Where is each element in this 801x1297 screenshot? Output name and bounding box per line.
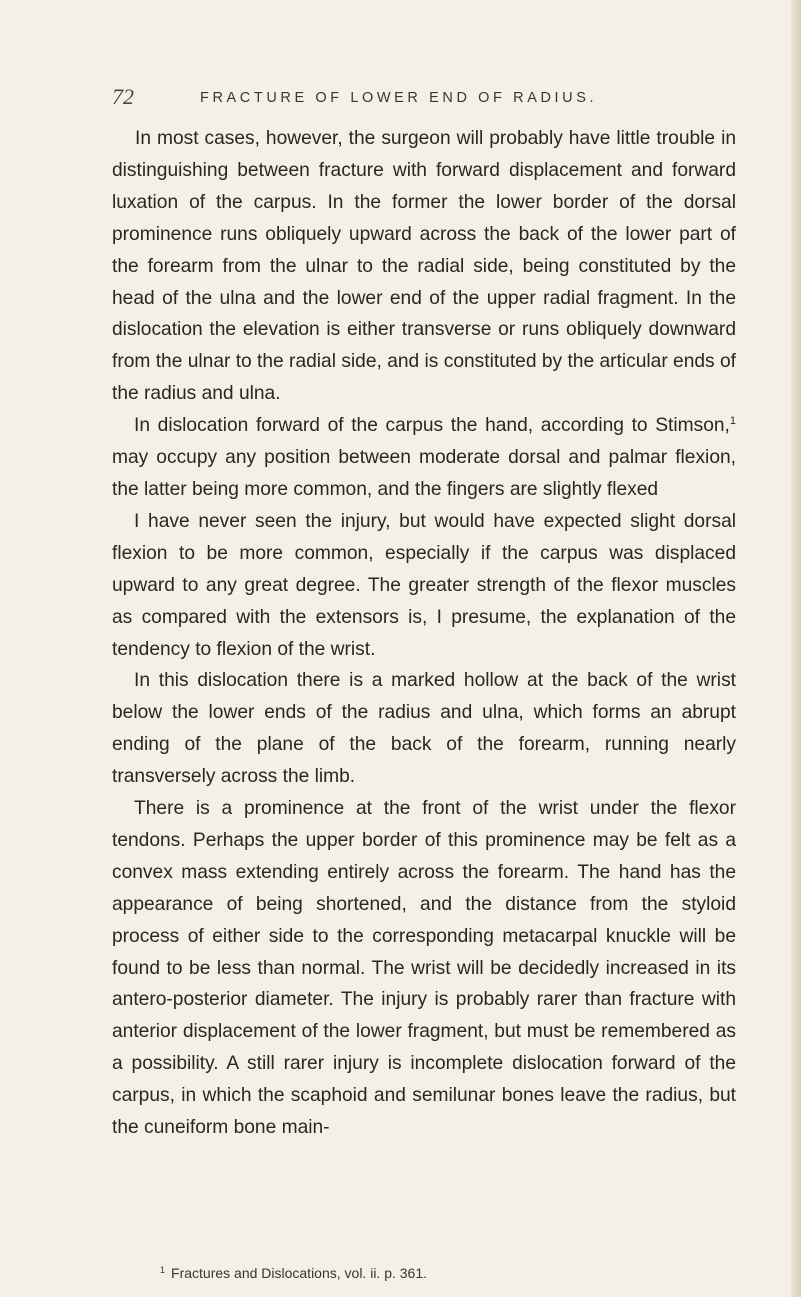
paragraph-5: There is a prominence at the front of the wrist under the flexor tendons. Perhaps the upper border of this prominence may be felt as a convex mass extending entirely across the forearm. The hand has the appearance of being shortened, and the distance from the styloid process of either side to the corresponding metacarpal knuckle will be found to be less than normal. The wrist will be decidedly increased in its antero-posterior diameter. The injury is probably rarer than fracture with anterior displacement of the lower fragment, but must be remembered as a possibility. A still rarer injury is incomplete dislocation forward of the carpus, in which the scaphoid and semilunar bones leave the radius, but the cuneiform bone main- — [112, 798, 736, 1139]
paragraph-2-text-after: may occupy any position between moderate dorsal and palmar flexion, the latter being more common, and the fingers are slightly flexed — [112, 447, 736, 500]
page-edge-shadow — [791, 0, 801, 1297]
footnote-marker: 1 — [160, 1265, 166, 1275]
footnote — [160, 1265, 736, 1281]
running-title: FRACTURE OF LOWER END OF RADIUS. — [200, 90, 598, 106]
footnote-text: Fractures and Dislocations, vol. ii. p. 361. — [171, 1265, 428, 1281]
paragraph-1: In most cases, however, the surgeon will probably have little trouble in distinguishing between fracture with forward displacement and forward luxation of the carpus. In the former the lower border of the dorsal prominence runs obliquely upward across the back of the lower part of the forearm from the ulnar to the radial side, being constituted by the head of the ulna and the lower end of the upper radial fragment. In the dislocation the elevation is either transverse or runs obliquely downward from the ulnar to the radial side, and is constituted by the articular ends of the radius and ulna. — [112, 128, 736, 405]
paragraph-2-text-before: In dislocation forward of the carpus the hand, according to Stimson, — [134, 415, 730, 437]
paragraph-4: In this dislocation there is a marked hollow at the back of the wrist below the lower ends of the radius and ulna, which forms an abrupt ending of the plane of the back of the forearm, running nearly transversely across the limb. — [112, 670, 736, 788]
running-head — [112, 84, 732, 114]
paragraph-2 — [112, 410, 736, 506]
body-text — [112, 123, 736, 1144]
page-number: 72 — [112, 84, 134, 109]
paragraph-3: I have never seen the injury, but would have expected slight dorsal flexion to be more common, especially if the carpus was displaced upward to any great degree. The greater strength of the flexor muscles as compared with the extensors is, I presume, the explanation of the tendency to flexion of the wrist. — [112, 510, 736, 660]
footnote-reference: 1 — [729, 415, 736, 428]
